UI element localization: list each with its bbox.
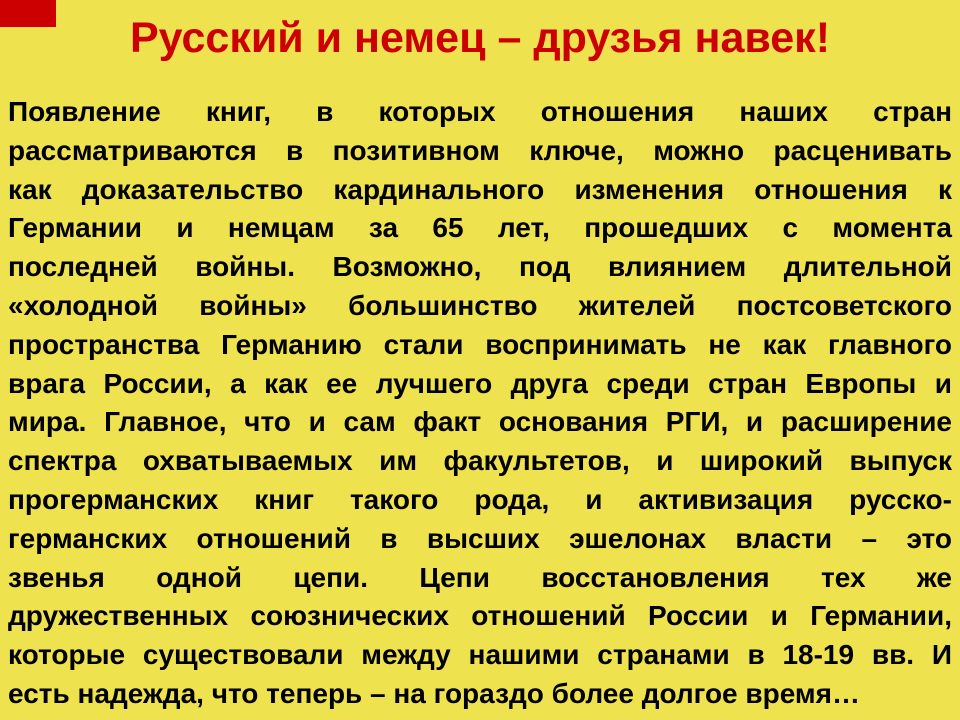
body-line: «холодной войны» большинство жителей постсоветского bbox=[8, 289, 952, 321]
body-line: рассматриваются в позитивном ключе, можно расценивать bbox=[8, 134, 952, 166]
slide-title: Русский и немец – друзья навек! bbox=[129, 14, 831, 62]
body-line: спектра охватываемых им факультетов, и широкий выпуск bbox=[8, 445, 952, 477]
body-line: Появление книг, в которых отношения наших стран bbox=[8, 96, 952, 127]
body-line: мира. Главное, что и сам факт основания РГИ, и расширение bbox=[8, 406, 952, 438]
body-line: пространства Германию стали воспринимать не как главного bbox=[8, 328, 952, 360]
body-line: последней войны. Возможно, под влиянием длительной bbox=[8, 251, 952, 283]
body-line: как доказательство кардинального изменения отношения к bbox=[8, 173, 952, 205]
body-line: которые существовали между нашими странами в 18-19 вв. И bbox=[8, 639, 952, 671]
body-line: прогерманских книг такого рода, и активизация русско- bbox=[8, 483, 952, 515]
body-line: германских отношений в высших эшелонах власти – это bbox=[8, 522, 952, 554]
body-line: врага России, а как ее лучшего друга среди стран Европы и bbox=[8, 367, 952, 399]
body-line: Германии и немцам за 65 лет, прошедших с момента bbox=[8, 212, 952, 244]
body-line-last: есть надежда, что теперь – на гораздо более долгое время… bbox=[8, 677, 860, 709]
body-text-block bbox=[8, 93, 952, 714]
body-line: дружественных союзнических отношений России и Германии, bbox=[8, 600, 952, 632]
body-line: звенья одной цепи. Цепи восстановления тех же bbox=[8, 561, 952, 593]
